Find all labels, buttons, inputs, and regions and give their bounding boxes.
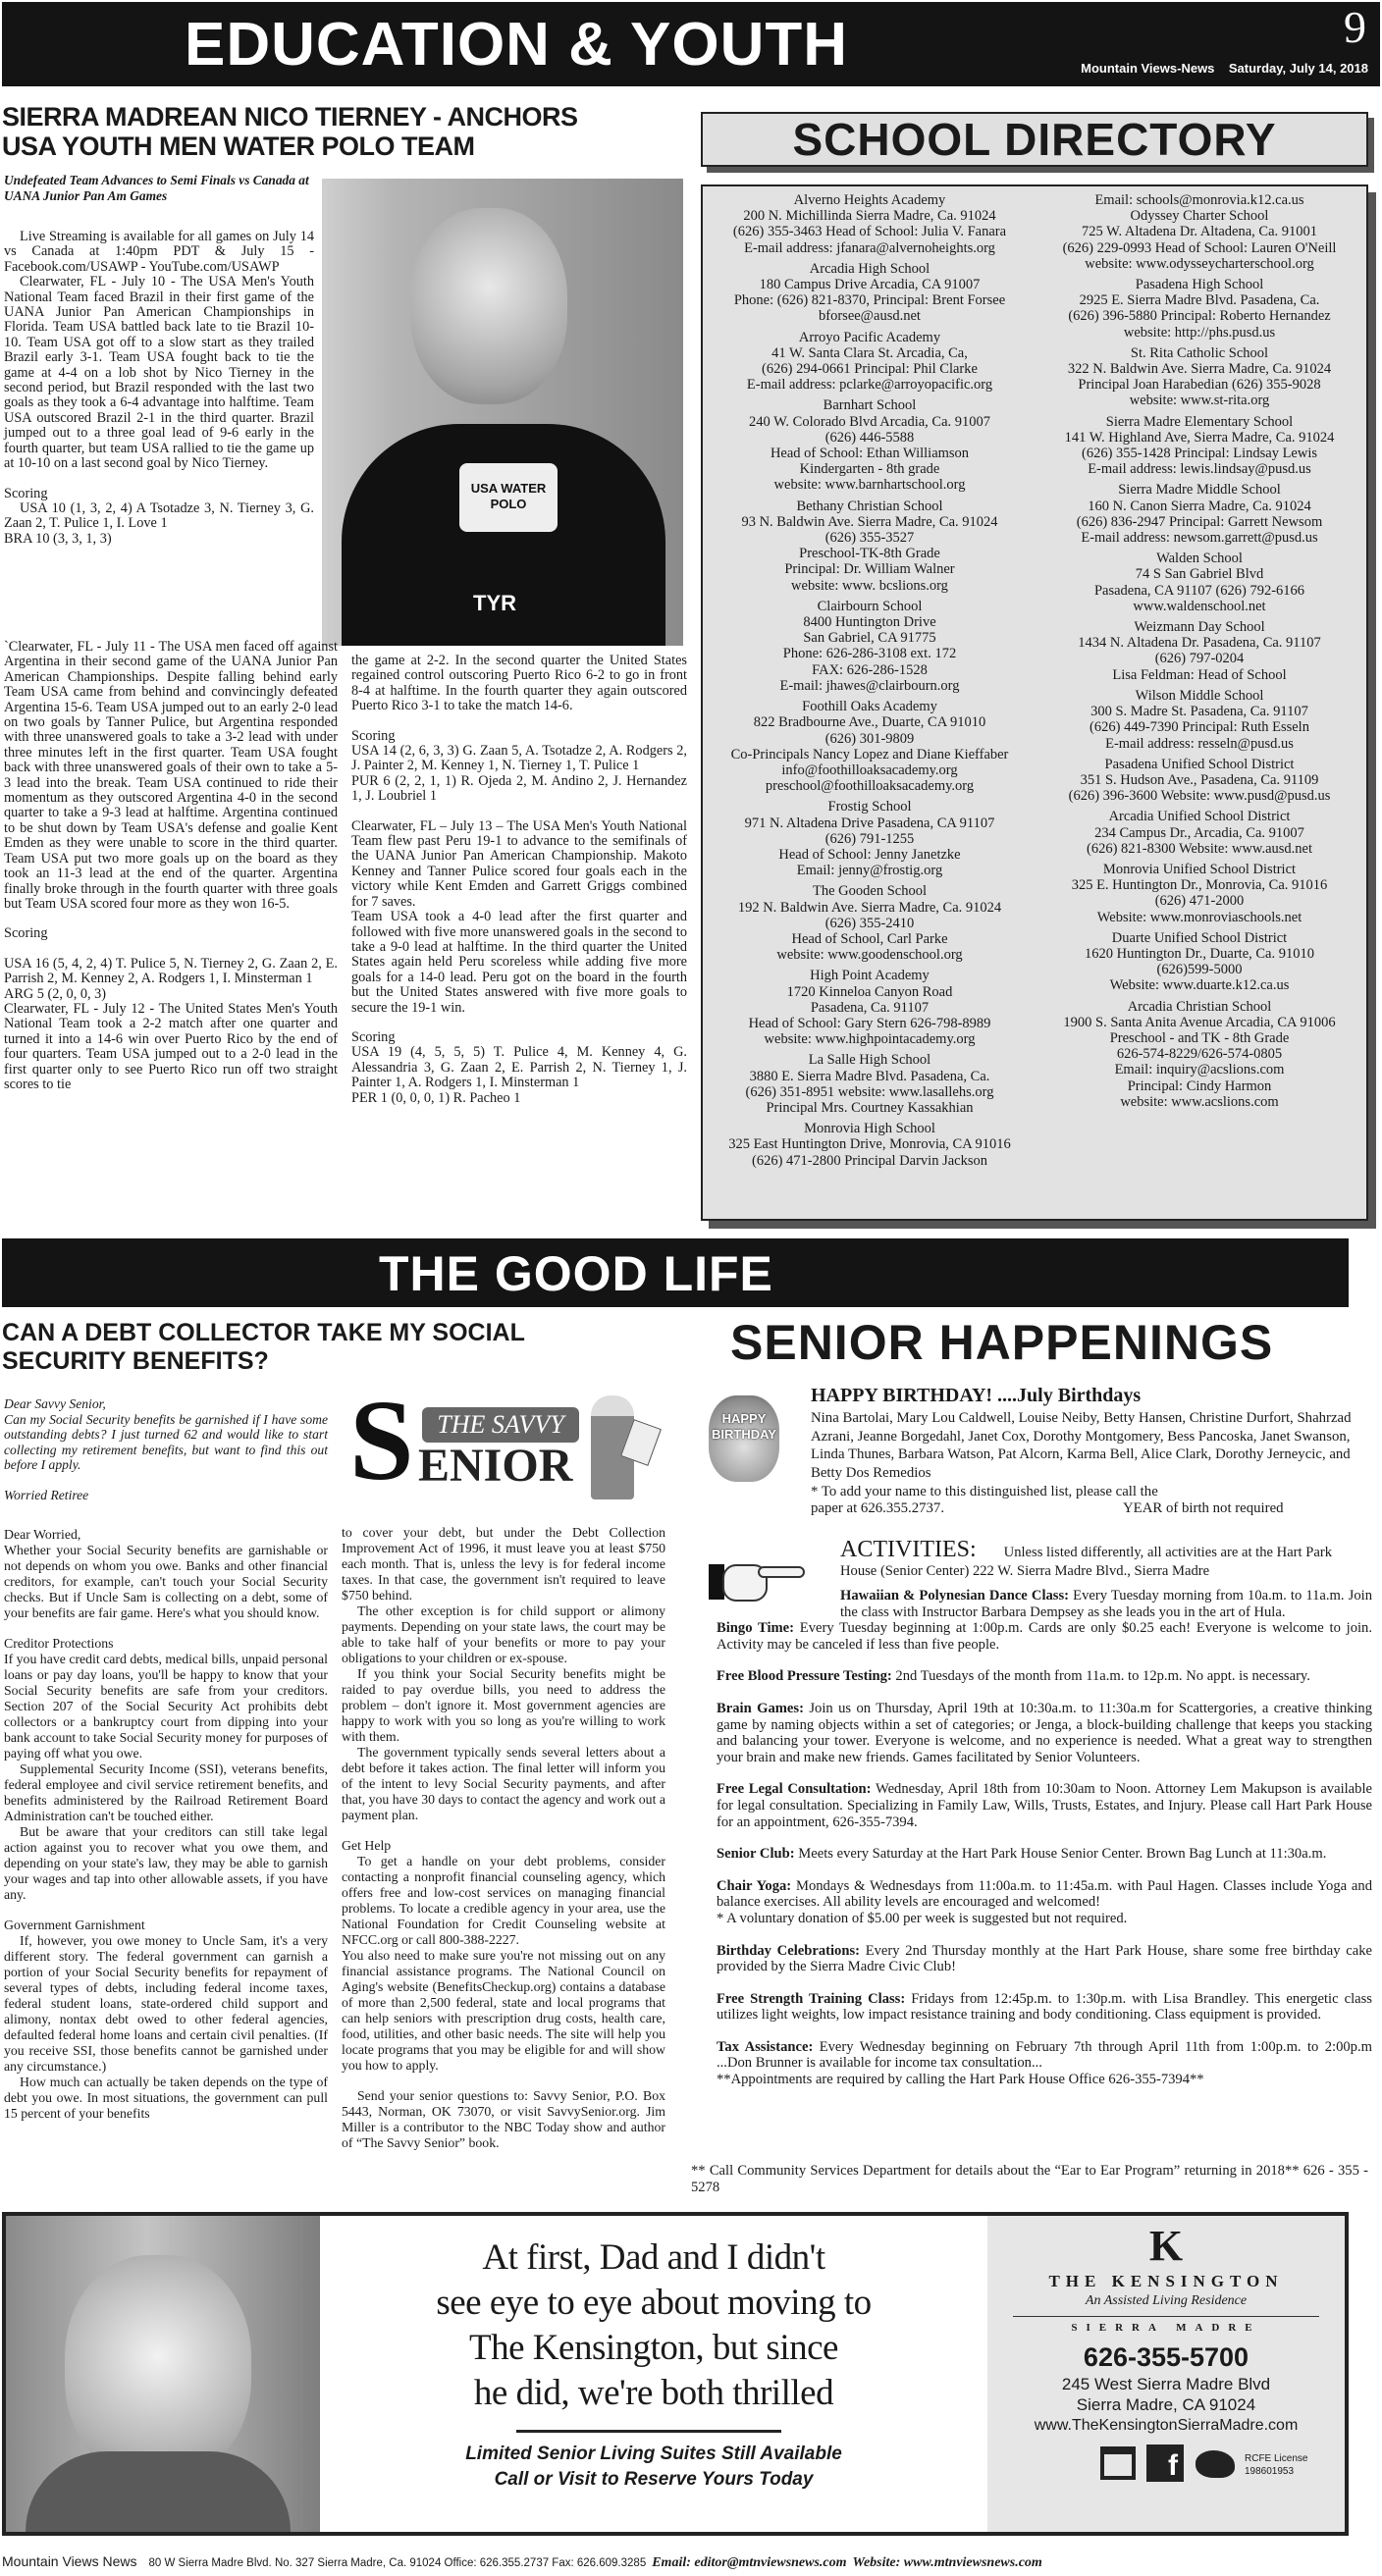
directory-entry-line: Email: inquiry@acslions.com (1114, 1062, 1285, 1078)
directory-entry-name: Arcadia Unified School District (1108, 809, 1291, 825)
directory-entry (1033, 414, 1366, 478)
activity-title: Chair Yoga: (717, 1877, 792, 1894)
directory-entry-line: Phone: (626) 821-8370, Principal: Brent Forsee (733, 292, 1006, 309)
kensington-logo-K: K (1148, 2222, 1184, 2270)
directory-entry-name: Foothill Oaks Academy (802, 699, 937, 715)
directory-entry-line: (626) 396-3600 Website: www.pusd@pusd.us (1068, 788, 1331, 805)
kensington-brand: THE KENSINGTON (1048, 2272, 1284, 2290)
activity-title: Brain Games: (717, 1700, 804, 1716)
directory-entry (703, 261, 1036, 325)
directory-entry-line: website: http://phs.pusd.us (1123, 324, 1276, 341)
activity-title: Bingo Time: (717, 1620, 795, 1637)
birthday-names: Nina Bartolai, Mary Lou Caldwell, Louise Neiby, Betty Hansen, Christine Durfort, Shahrzad Azrani, Jeanne Borgedahl, Janet Cox, Dorothy Montgomery, Bess Pancoska, Janet Swanson, Linda Thunes, Barbara Watson, Pat Alcorn, Karma Bell, Alice Clark, Dorothy Jerneycic, and Betty Dos Remedios (811, 1410, 1352, 1481)
ad-tagline: Limited Senior Living Suites Still Available Call or Visit to Reserve Yours Today (465, 2444, 842, 2490)
footer-paper-name: Mountain Views News (2, 2553, 137, 2569)
activity-item (717, 1878, 1372, 1927)
directory-entry-line: Phone: 626-286-3108 ext. 172 (782, 646, 957, 662)
section-header-banner (2, 2, 1380, 86)
publication-name: Mountain Views-News (1081, 61, 1215, 76)
masthead-info (1081, 61, 1368, 76)
directory-entry (1033, 688, 1366, 752)
activity-title: Senior Club: (717, 1846, 795, 1863)
directory-entry-line: 8400 Huntington Drive (803, 614, 936, 631)
directory-entry-line: 2925 E. Sierra Madre Blvd. Pasadena, Ca. (1079, 292, 1320, 309)
birthday-heading: HAPPY BIRTHDAY! ....July Birthdays (811, 1385, 1142, 1406)
directory-entry (703, 699, 1036, 794)
directory-entry-line: Pasadena, CA 91107 (626) 792-6166 (1093, 582, 1305, 599)
directory-entry-line: website: www.st-rita.org (1129, 393, 1270, 409)
directory-entry (1033, 277, 1366, 341)
directory-entry-name: Monrovia High School (804, 1121, 935, 1137)
birthday-note: * To add your name to this distinguished list, please call the paper at 626.355.2737. YEAR of birth not required (811, 1484, 1284, 1516)
directory-entry-line: 325 East Huntington Drive, Monrovia, CA 91016 (728, 1136, 1011, 1153)
directory-entry-line: 971 N. Altadena Drive Pasadena, CA 91107 (744, 815, 995, 831)
activity-item (717, 1781, 1372, 1830)
directory-entry-line: (626) 355-3463 Head of School: Julia V. Fanara (732, 224, 1007, 240)
directory-entry (1033, 999, 1366, 1110)
directory-entry-line: Website: www.duarte.k12.ca.us (1109, 977, 1290, 994)
directory-entry-line: E-mail: jhawes@clairbourn.org (779, 677, 960, 694)
activity-item (840, 1588, 1372, 1620)
directory-entry-line: (626) 836-2947 Principal: Garrett Newsom (1076, 513, 1323, 530)
directory-entry-line: 1434 N. Altadena Dr. Pasadena, Ca. 91107 (1078, 635, 1321, 652)
kensington-address1: 245 West Sierra Madre Blvd (1061, 2375, 1271, 2393)
directory-entry-line: (626) 229-0993 Head of School: Lauren O'Neill (1062, 239, 1337, 256)
good-life-title: THE GOOD LIFE (379, 1246, 773, 1301)
directory-entry-line: bforsee@ausd.net (819, 308, 921, 325)
directory-entry-line: 1620 Huntington Dr., Duarte, Ca. 91010 (1085, 945, 1314, 962)
directory-entry (703, 192, 1036, 256)
activity-note: **Appointments are required by calling the Hart Park House Office 626-355-7394** (717, 2072, 1204, 2088)
directory-entry-line: Head of School: Jenny Janetzke (778, 846, 961, 863)
activities-header (840, 1537, 1370, 1580)
directory-entry (1033, 809, 1366, 857)
directory-entry-name: Sierra Madre Middle School (1118, 482, 1281, 499)
savvy-senior-logo (349, 1376, 664, 1505)
savvy-headline (2, 1319, 689, 1376)
savvy-letter: Dear Savvy Senior, Can my Social Security benefits be garnished if I have some outstanding debts? I just turned 62 and would like to start collecting my retirement benefits, but want to find this out before I apply. Worried Retiree (4, 1396, 328, 1502)
savvy-col2: to cover your debt, but under the Debt Collection Improvement Act of 1996, it must leave you at least $750 each month. That is, unless the levy is for federal income taxes. In that case, the government isn't required to leave $750 behind. The other exception is for child support or alimony payments. Depending on your state laws, the court may be able to take half of your benefits or more to pay your obligations to your children or ex-spouse. If you think your Social Security benefits might be raided to pay overdue bills, you need to address the problem – don't ignore it. Most government agencies are happy to work with you so long as you're willing to work with them. The government typically sends several letters about a debt before it takes action. The final letter will inform you of the intent to levy Social Security payments, and after that, you have 30 days to contact the agency and work out a payment plan. Get Help To get a handle on your debt problems, consider contacting a nonprofit financial counseling agency, which offers free and low-cost services on managing financial problems. To locate a credible agency in your area, use the National Foundation for Credit Counseling website at NFCC.org or call 800-388-2227. You also need to make sure you're not missing out on any financial assistance programs. The National Council on Aging's website (BenefitsCheckup.org) contains a database of more than 2,500 federal, state and local programs that can help seniors with prescription drug costs, health care, food, utilities, and other basic needs. The site will help you locate programs that you may be eligible for and will show you how to apply. Send your senior questions to: Savvy Senior, P.O. Box 5443, Norman, OK 73070, or visit SavvySenior.org. Jim Miller is a contributor to the NBC Today show and author of “The Savvy Senior” book. (342, 1525, 665, 2150)
activity-note: * A voluntary donation of $5.00 per week is suggested but not required. (717, 1910, 1128, 1926)
directory-entry-line: Preschool - and TK - 8th Grade (1109, 1029, 1290, 1046)
issue-date: Saturday, July 14, 2018 (1228, 61, 1368, 76)
directory-entry-line: (626) 351-8951 website: www.lasallehs.org (745, 1083, 994, 1100)
directory-entry-name: La Salle High School (808, 1052, 931, 1069)
directory-entry-line: San Gabriel, CA 91775 (803, 630, 936, 647)
directory-entry-line: Principal: Cindy Harmon (1127, 1078, 1272, 1094)
kensington-location: SIERRA MADRE (1071, 2322, 1261, 2334)
directory-entry-line: www.waldenschool.net (1133, 598, 1266, 614)
tyr-brand: TYR (473, 591, 516, 615)
ad-contact-panel (987, 2216, 1345, 2532)
activity-title: Birthday Celebrations: (717, 1942, 860, 1959)
directory-entry-line: 351 S. Hudson Ave., Pasadena, Ca. 91109 (1080, 771, 1319, 788)
savvy-logo-rest: ENIOR (418, 1440, 573, 1492)
directory-entry (1033, 551, 1366, 614)
directory-entry-name: Wilson Middle School (1135, 687, 1264, 704)
directory-left-column (703, 186, 1036, 1174)
page-number: 9 (1344, 2, 1366, 52)
ad-headline: At first, Dad and I didn't see eye to eye about moving to The Kensington, but since he did, we're both thrilled (436, 2237, 872, 2413)
directory-entry (703, 599, 1036, 694)
directory-entry (1033, 757, 1366, 805)
directory-entry-line: (626) 791-1255 (824, 830, 915, 847)
activity-item (717, 1846, 1372, 1863)
kensington-phone[interactable]: 626-355-5700 (1083, 2342, 1249, 2372)
directory-entry-name: Pasadena High School (1135, 277, 1264, 293)
twitter-icon[interactable] (1196, 2450, 1235, 2478)
directory-entry (703, 799, 1036, 878)
directory-entry-line: Odyssey Charter School (1130, 208, 1269, 225)
directory-entry-line: 160 N. Canon Sierra Madre, Ca. 91024 (1088, 498, 1311, 514)
nico-tierney-photo (322, 179, 683, 646)
activity-description: Every Tuesday morning from 10a.m. to 11a.m. Join the class with Instructor Barbara Dempsey as she leads you in the art of Hula. (840, 1588, 1373, 1620)
activity-description: Meets every Saturday at the Hart Park House Senior Center. Brown Bag Lunch at 11:30a.m. (794, 1846, 1327, 1863)
section-title: EDUCATION & YOUTH (185, 11, 849, 79)
equal-housing-icon (1100, 2446, 1136, 2480)
directory-entry-line: E-mail address: newsom.garrett@pusd.us (1081, 530, 1318, 547)
directory-entry-name: Walden School (1156, 551, 1243, 567)
directory-entry (1033, 862, 1366, 925)
activity-title: Free Legal Consultation: (717, 1781, 872, 1798)
directory-entry-line: FAX: 626-286-1528 (812, 661, 928, 678)
directory-entry (1033, 345, 1366, 409)
directory-entry-line: info@foothilloaksacademy.org (781, 762, 958, 778)
school-directory-box (701, 184, 1368, 1221)
directory-entry-line: (626) 821-8300 Website: www.ausd.net (1087, 840, 1312, 857)
directory-entry-line: 234 Campus Dr., Arcadia, Ca. 91007 (1094, 824, 1304, 841)
directory-entry-line: E-mail address: pclarke@arroyopacific.org (746, 377, 993, 394)
directory-entry (703, 499, 1036, 594)
directory-entry-name: Weizmann Day School (1134, 619, 1265, 636)
directory-entry-line: 240 W. Colorado Blvd Arcadia, Ca. 91007 (748, 413, 991, 430)
directory-entry-line: Website: www.monroviaschools.net (1096, 909, 1302, 925)
activity-description: Mondays & Wednesdays from 11:00a.m. to 11:45a.m. with Paul Hagen. Classes include Yoga and balance exercises. All ability levels are encouraged and welcomed! (717, 1877, 1373, 1911)
polo-col1-bottom: `Clearwater, FL - July 11 - The USA men faced off against Argentina in their second game of the UANA Junior Pan American Championships. Despite falling behind early Team USA came from behind and convincingly defeated Argentina 15-6. Team USA jumped out to an early 2-0 lead on two goals by Tanner Pulice, but Argentina responded with three unanswered goals to take a 3-2 lead with under three minutes left in the first quarter. Team USA fought back with three unanswered goals of their own to take a 5-3 lead into the break. Team USA continued to ride their momentum as they outscored Argentina 4-0 in the second quarter to take a 9-3 lead at halftime. Argentina continued to be shut down by Team USA's defense and goalie Kent Emden as they were unable to score in the third quarter. Team USA put two more goals up on the board as they took an 11-3 lead at the end of the quarter. Argentina finally broke through in the fourth quarter with three goals but Team USA scored four more as they won 16-5. Scoring USA 16 (5, 4, 2, 4) T. Pulice 5, N. Tierney 2, G. Zaan 2, E. Parrish 2, M. Kenney 2, A. Rodgers 1, I. Minsterman 1 ARG 5 (2, 0, 0, 3) Clearwater, FL - July 12 - The United States Men's Youth National Team took a 2-2 match after one quarter and turned it into a 14-6 win over Puerto Rico by the end of four quarters. Team USA jumped out to a 2-0 lead in the first quarter only to see Puerto Rico run off two straight scores to tie (4, 639, 338, 1092)
directory-entry-line: 1720 Kinneloa Canyon Road (786, 983, 953, 1000)
directory-entry-name: The Gooden School (813, 883, 927, 900)
directory-entry-line: Lisa Feldman: Head of School (1112, 666, 1287, 683)
activity-item (717, 2039, 1372, 2088)
savvy-logo-top: THE SAVVY (422, 1407, 579, 1443)
directory-entry-line: (626)599-5000 (1156, 962, 1243, 978)
directory-entry-line: Head of School: Ethan Williamson (770, 446, 970, 462)
activity-description: Wednesday, April 18th from 10:30am to Noon. Attorney Lem Makupson is available for legal consultation. Specializing in Family Law, Wills, Trusts, Estates, and Injury. Please call Hart Park House for an appointment, 626-355-7394. (717, 1781, 1372, 1830)
activities-intro: Unless listed differently, all activities are at the Hart Park House (Senior Center) 222 W. Sierra Madre Blvd., Sierra Madre (840, 1545, 1332, 1579)
directory-entry-line: E-mail address: jfanara@alvernoheights.org (744, 239, 995, 256)
senior-closing-note: ** Call Community Services Department for details about the “Ear to Ear Program” returning in 2018** 626 - 355 - 5278 (691, 2163, 1368, 2195)
directory-entry-line: (626) 396-5880 Principal: Roberto Hernandez (1068, 308, 1331, 325)
directory-entry-line: Principal: Dr. William Walner (784, 561, 955, 578)
directory-entry (1033, 619, 1366, 683)
directory-entry-line: 300 S. Madre St. Pasadena, Ca. 91107 (1090, 704, 1308, 720)
directory-entry (703, 330, 1036, 394)
usa-water-polo-logo: USA WATER POLO (459, 463, 558, 532)
ad-photo-man (6, 2216, 320, 2532)
directory-entry-line: Head of School: Gary Stern 626-798-8989 (748, 1015, 991, 1031)
directory-entry-line: 41 W. Santa Clara St. Arcadia, Ca, (771, 344, 968, 361)
directory-entry (703, 397, 1036, 493)
directory-entry-line: 180 Campus Drive Arcadia, CA 91007 (759, 277, 981, 293)
directory-entry-line: 200 N. Michillinda Sierra Madre, Ca. 91024 (743, 208, 996, 225)
directory-entry-line: (626) 797-0204 (1154, 651, 1245, 667)
kensington-subtitle: An Assisted Living Residence (1085, 2293, 1248, 2308)
polo-subhead: Undefeated Team Advances to Semi Finals vs Canada at UANA Junior Pan Am Games (4, 173, 309, 203)
directory-entry-line: 93 N. Baldwin Ave. Sierra Madre, Ca. 91024 (741, 513, 998, 530)
directory-entry (703, 1121, 1036, 1169)
savvy-logo-S: S (349, 1376, 414, 1504)
directory-entry (703, 883, 1036, 963)
directory-entry-name: St. Rita Catholic School (1130, 344, 1269, 361)
savvy-col1: Dear Worried, Whether your Social Security benefits are garnishable or not depends on whom you owe. Banks and other financial creditors, for example, can't touch your Social Security checks. But if Uncle Sam is collecting on a debt, some of your benefits are fair game. Here's what you should know. Creditor Protections If you have credit card debts, medical bills, unpaid personal loans or pay day loans, you'll be happy to know that your Social Security benefits are safe from your creditors. Section 207 of the Social Security Act prohibits debt collectors or a bankruptcy court from dipping into your bank account to take Social Security money for purposes of paying off what you owe. Supplemental Security Income (SSI), veterans benefits, federal employee and civil service retirement benefits, and benefits administered by the Railroad Retirement Board Administration can't be touched either. But be aware that your creditors can still take legal action against you to recover what you owe them, and depending on your state's law, they may be able to garnish your wages and tap into other allowable assets, if you have any. Government Garnishment If, however, you owe money to Uncle Sam, it's a very different story. The federal government can garnish a portion of your Social Security benefits for repayment of several types of debts, including federal income taxes, federal student loans, state-ordered child support and alimony, nontax debt owed to other federal agencies, defaulted federal home loans and certain civil penalties. (If you receive SSI, those benefits cannot be garnished under any circumstance.) How much can actually be taken depends on the type of debt you owe. In most situations, the government can pull 15 percent of your benefits (4, 1527, 328, 2121)
directory-entry-line: (626) 301-9809 (824, 730, 915, 747)
directory-entry-line: 192 N. Baldwin Ave. Sierra Madre, Ca. 91024 (737, 899, 1002, 916)
directory-entry-name: Arcadia Christian School (1127, 998, 1272, 1015)
directory-entry (1033, 482, 1366, 546)
directory-entry-line: website: www.highpointacademy.org (764, 1031, 976, 1048)
directory-entry-line: 74 S San Gabriel Blvd (1135, 566, 1264, 583)
directory-entry-line: Co-Principals Nancy Lopez and Diane Kieffaber (730, 746, 1009, 762)
directory-entry-line: (626) 294-0661 Principal: Phil Clarke (762, 361, 978, 378)
activity-description: Every Wednesday beginning on February 7th through April 11th from 1:00p.m. to 2:00p.m ...Don Brunner is available for income tax consultation... (717, 2038, 1372, 2072)
directory-entry-line: 141 W. Highland Ave, Sierra Madre, Ca. 91024 (1064, 429, 1335, 446)
kensington-ad (2, 2212, 1349, 2536)
directory-entry-name: Arcadia High School (809, 260, 930, 277)
directory-entry-line: 325 E. Huntington Dr., Monrovia, Ca. 91016 (1071, 877, 1328, 894)
directory-entry-line: 322 N. Baldwin Ave. Sierra Madre, Ca. 91024 (1067, 361, 1332, 378)
directory-entry-name: Email: schools@monrovia.k12.ca.us (1094, 192, 1304, 208)
activity-item (717, 1943, 1372, 1975)
directory-entry-line: 725 W. Altadena Dr. Altadena, Ca. 91001 (1081, 224, 1318, 240)
directory-entry-line: Principal Mrs. Courtney Kassakhian (766, 1099, 974, 1116)
directory-entry-line: (626) 471-2000 (1154, 893, 1245, 910)
savvy-headline-line2: SECURITY BENEFITS? (2, 1347, 269, 1375)
activity-description: Every Tuesday beginning at 1:00p.m. Cards are only $0.25 each! Everyone is welcome to join. Activity may be canceled if less than five people. (717, 1620, 1372, 1653)
polo-headline-line2: USA YOUTH MEN WATER POLO TEAM (2, 131, 475, 161)
activity-description: 2nd Tuesdays of the month from 11a.m. to 12p.m. No appt. is necessary. (891, 1668, 1310, 1685)
directory-entry-name: Pasadena Unified School District (1104, 756, 1295, 772)
directory-entry-line: (626) 446-5588 (824, 429, 915, 446)
cake-text: HAPPY BIRTHDAY (712, 1411, 776, 1442)
rcfe-license: RCFE License 198601953 (1245, 2453, 1308, 2477)
ad-icons-row (987, 2443, 1345, 2492)
photo-shirt (342, 424, 665, 646)
directory-entry-name: Frostig School (827, 799, 912, 815)
facebook-icon[interactable]: f (1146, 2445, 1184, 2482)
directory-entry-line: Preschool-TK-8th Grade (799, 546, 940, 562)
kensington-website[interactable]: www.TheKensingtonSierraMadre.com (1034, 2417, 1299, 2434)
directory-entry-line: Head of School, Carl Parke (791, 930, 948, 947)
directory-entry-name: Arroyo Pacific Academy (798, 329, 941, 345)
directory-entry-line: (626) 355-3527 (824, 530, 915, 547)
directory-entry (703, 1052, 1036, 1116)
senior-happenings-title: SENIOR HAPPENINGS (730, 1315, 1274, 1370)
footer-address: 80 W Sierra Madre Blvd. No. 327 Sierra Madre, Ca. 91024 Office: 626.355.2737 Fax: 626.609.3285 (148, 2557, 647, 2569)
polo-headline (2, 102, 689, 161)
directory-entry-name: Sierra Madre Elementary School (1105, 413, 1294, 430)
directory-entry-name: Alverno Heights Academy (793, 192, 946, 208)
footer-website[interactable]: Website: www.mtnviewsnews.com (852, 2555, 1042, 2570)
directory-entry (703, 968, 1036, 1047)
directory-entry-line: Email: jenny@frostig.org (796, 863, 943, 879)
directory-entry-line: website: www. bcslions.org (791, 577, 948, 594)
activity-description: Fridays from 12:45p.m. to 1:30p.m. with Lisa Brandley. This energetic class utilizes light weights, low impact resistance training and body conditioning. Class equipment is provided. (717, 1990, 1372, 2024)
directory-entry-name: Duarte Unified School District (1111, 929, 1288, 946)
activity-title: Free Strength Training Class: (717, 1990, 906, 2007)
directory-entry-line: (626) 355-1428 Principal: Lindsay Lewis (1081, 446, 1317, 462)
directory-entry-line: preschool@foothilloaksacademy.org (765, 778, 975, 795)
polo-col1-top: Live Streaming is available for all games on July 14 vs Canada at 1:40pm PDT & July 15 - Facebook.com/USAWP - YouTube.com/USAWP Clearwater, FL - July 10 - The USA Men's Youth National Team faced Brazil in their first game of the UANA Junior Pan American Championships in Florida. Team USA battled back late to tie Brazil 10-10. Team USA got off to a slow start as they trailed Brazil early 3-1. Team USA fought back to tie the game at 4-4 on a lob shot by Nico Tierney in the second period, but Brazil responded with the last two goals as they took a 6-4 advantage into halftime. Team USA outscored Brazil 2-1 in the third quarter. Brazil jumped out to a three goal lead of 9-6 early in the fourth quarter, but team USA rallied to tie the game up at 10-10 on a last second goal by Nico Tierney. Scoring USA 10 (1, 3, 2, 4) A Tsotadze 3, N. Tierney 3, G. Zaan 2, T. Pulice 1, I. Love 1 BRA 10 (3, 3, 1, 3) (4, 229, 314, 547)
kensington-address2: Sierra Madre, CA 91024 (1076, 2395, 1256, 2414)
directory-entry-line: 822 Bradbourne Ave., Duarte, CA 91010 (753, 714, 986, 731)
directory-entry-line: 3880 E. Sierra Madre Blvd. Pasadena, Ca. (749, 1068, 990, 1084)
activity-description: Every 2nd Thursday monthly at the Hart Park House, share some free birthday cake provided by the Sierra Madre Civic Club! (717, 1942, 1372, 1975)
directory-entry-line: Pasadena, Ca. 91107 (810, 999, 930, 1016)
directory-title-box (701, 112, 1368, 167)
directory-right-column (1033, 186, 1366, 1115)
directory-entry-name: Bethany Christian School (796, 498, 943, 514)
directory-entry-line: E-mail address: lewis.lindsay@pusd.us (1088, 461, 1311, 478)
activity-item (717, 1668, 1372, 1685)
good-life-banner (2, 1238, 1349, 1307)
activities-label: ACTIVITIES: (840, 1537, 977, 1562)
activity-title: Free Blood Pressure Testing: (717, 1668, 892, 1685)
activity-item (717, 1620, 1372, 1653)
directory-entry-line: (626) 355-2410 (824, 915, 915, 931)
directory-entry-name: Clairbourn School (817, 598, 923, 614)
directory-entry-line: Principal Joan Harabedian (626) 355-9028 (1078, 377, 1321, 394)
directory-entry-line: website: www.goodenschool.org (776, 947, 963, 964)
polo-headline-line1: SIERRA MADREAN NICO TIERNEY - ANCHORS (2, 102, 578, 131)
activity-item (717, 1991, 1372, 2024)
photo-face (410, 208, 567, 404)
directory-entry (1033, 930, 1366, 994)
footer-email[interactable]: Email: editor@mtnviewsnews.com (652, 2555, 847, 2570)
birthday-cake-icon (709, 1395, 779, 1482)
ad-divider (516, 2430, 781, 2433)
directory-entry (1033, 192, 1366, 272)
directory-entry-line: 626-574-8229/626-574-0805 (1116, 1046, 1283, 1063)
directory-entry-line: website: www.barnhartschool.org (773, 477, 966, 494)
directory-entry-line: (626) 471-2800 Principal Darvin Jackson (751, 1152, 987, 1169)
directory-entry-line: website: www.odysseycharterschool.org (1085, 255, 1314, 272)
directory-entry-name: High Point Academy (810, 968, 930, 984)
polo-col2: the game at 2-2. In the second quarter the United States regained control outscoring Puerto Rico 6-2 to go in front 8-4 at halftime. In the fourth quarter they again outscored Puerto Rico 3-1 to take the match 14-6. Scoring USA 14 (2, 6, 3, 3) G. Zaan 5, A. Tsotadze 2, A. Rodgers 2, J. Painter 2, M. Kenney 1, N. Tierney 1, T. Pulice 1 PUR 6 (2, 2, 1, 1) R. Ojeda 2, M. Andino 2, J. Hernandez 1, J. Loubriel 1 Clearwater, FL – July 13 – The USA Men's Youth National Team flew past Peru 19-1 to advance to the semifinals of the UANA Junior Pan American Championship. Makoto Kenney and Tanner Pulice scored four goals each in the victory while Kent Emden and Garrett Griggs combined for 7 saves. Team USA took a 4-0 lead after the first quarter and followed with five more unanswered goals in the second to take a 9-0 lead at halftime. In the third quarter the United States again held Peru scoreless while adding five more goals for a 14-0 lead. Peru got on the board in the fourth but the United States answered with five more goals to secure the 19-1 win. Scoring USA 19 (4, 5, 5, 5) T. Pulice 4, M. Kenney 4, G. Alessandria 3, G. Zaan 2, E. Parrish 2, N. Tierney 1, J. Painter 1, A. Rodgers 1, I. Minsterman 1 PER 1 (0, 0, 0, 1) R. Pacheo 1 (351, 653, 687, 1106)
activity-title: Hawaiian & Polynesian Dance Class: (840, 1588, 1070, 1603)
savvy-headline-line1: CAN A DEBT COLLECTOR TAKE MY SOCIAL (2, 1319, 525, 1346)
activities-list (717, 1588, 1372, 2104)
directory-entry-line: E-mail address: resseln@pusd.us (1105, 735, 1294, 752)
directory-entry-line: website: www.acslions.com (1120, 1093, 1279, 1110)
directory-title: SCHOOL DIRECTORY (792, 114, 1277, 165)
directory-entry-name: Monrovia Unified School District (1102, 861, 1297, 877)
directory-entry-line: Kindergarten - 8th grade (799, 461, 940, 478)
activity-title: Tax Assistance: (717, 2038, 814, 2055)
directory-entry-line: (626) 449-7390 Principal: Ruth Esseln (1090, 719, 1309, 736)
activity-item (717, 1701, 1372, 1765)
directory-entry-line: 1900 S. Santa Anita Avenue Arcadia, CA 91006 (1063, 1014, 1336, 1030)
page-footer (2, 2553, 1380, 2571)
activity-description: Join us on Thursday, April 19th at 10:30a.m. to 11:30a.m for Scattergories, a creative thinking game by naming objects within a set of categories; or Jenga, a block-building challenge that keeps you stacking and balancing your tower. Everyone is welcome, and no experience is needed. What a great way to strengthen your brain and make new friends. Games facilitated by Senior Volunteers. (717, 1700, 1372, 1765)
directory-entry-name: Barnhart School (823, 397, 917, 414)
